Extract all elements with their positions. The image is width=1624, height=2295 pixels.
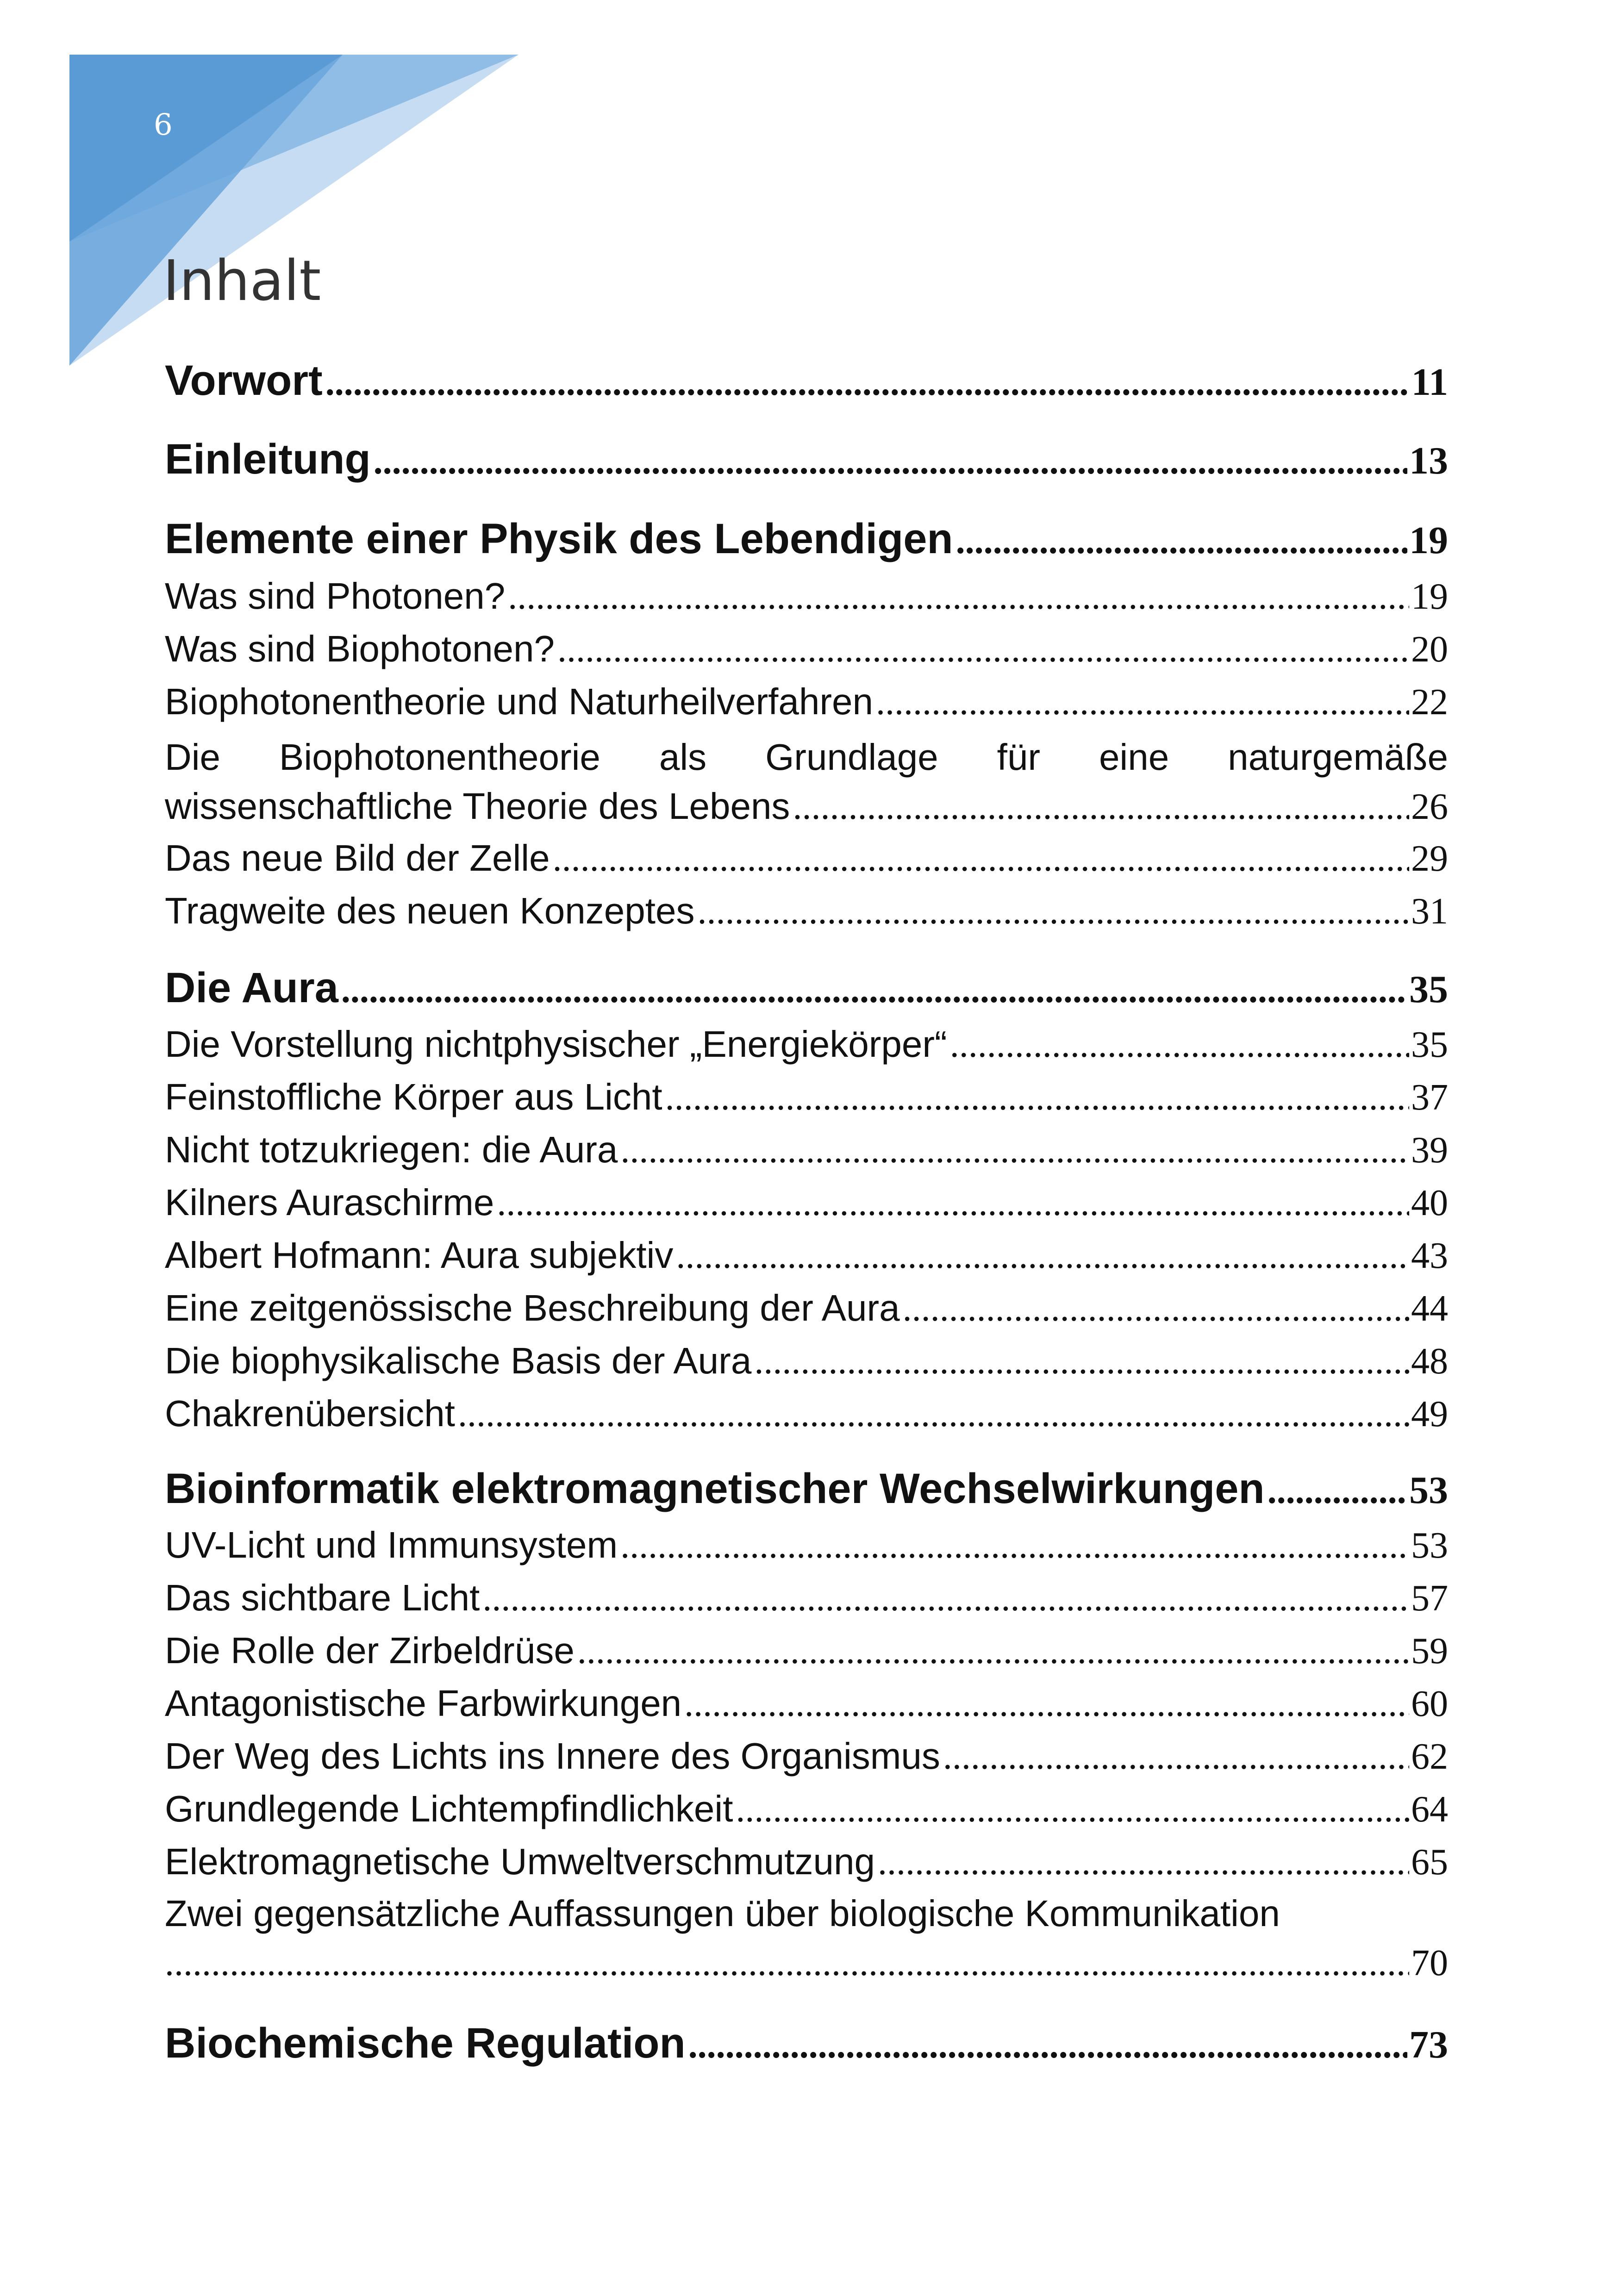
toc-page-number: 19 [1411,576,1448,617]
toc-page-number: 26 [1411,786,1448,827]
toc-title: Inhalt [163,249,321,313]
toc-word: für [997,736,1040,778]
dot-leader [1268,1470,1407,1512]
toc-section[interactable] [165,1735,1448,1781]
dot-leader [508,576,1409,618]
dot-leader [956,520,1407,562]
toc-entry-label: Einleitung [165,436,371,483]
dot-leader [620,1129,1409,1172]
toc-page-number: 22 [1411,682,1448,723]
dot-leader [325,362,1410,404]
dot-leader [688,2025,1407,2067]
toc-section[interactable] [165,1340,1448,1386]
toc-entry-label: Die Rolle der Zirbeldrüse [165,1630,575,1671]
toc-entry-label: Albert Hofmann: Aura subjektiv [165,1235,674,1276]
toc-page-number: 48 [1411,1341,1448,1382]
toc-entry-label: Biochemische Regulation [165,2020,686,2067]
toc-entry-label: wissenschaftliche Theorie des Lebens [165,786,790,827]
dot-leader [878,1841,1409,1883]
dot-leader [341,969,1407,1011]
toc-entry-label: Die biophysikalische Basis der Aura [165,1340,752,1381]
toc-page-number: 53 [1409,1469,1448,1512]
toc-chapter[interactable] [165,356,1448,407]
toc-section[interactable] [165,1129,1448,1175]
toc-section[interactable] [165,1629,1448,1676]
toc-section[interactable] [165,1942,1448,1989]
toc-page-number: 40 [1411,1183,1448,1223]
toc-section[interactable] [165,628,1448,674]
toc-page-number: 60 [1411,1684,1448,1724]
toc-chapter[interactable] [165,435,1448,486]
toc-chapter[interactable] [165,1465,1448,1515]
toc-section-wrapped-line1[interactable] [165,736,1448,779]
dot-leader [165,1942,1409,1984]
dot-leader [665,1077,1409,1119]
toc-page-number: 44 [1411,1288,1448,1329]
toc-section[interactable] [165,575,1448,621]
toc-entry-label: Eine zeitgenössische Beschreibung der Aura [165,1287,900,1328]
toc-section[interactable] [165,1076,1448,1122]
toc-section[interactable] [165,1682,1448,1728]
toc-page-number: 57 [1411,1578,1448,1619]
toc-entry-label: Der Weg des Lichts ins Innere des Organismus [165,1735,940,1777]
page-number: 6 [154,108,173,142]
dot-leader [482,1578,1409,1620]
toc-page-number: 20 [1411,629,1448,670]
toc-word: Biophotonentheorie [279,736,600,778]
toc-entry-label: Feinstoffliche Körper aus Licht [165,1076,662,1117]
dot-leader [754,1341,1409,1383]
toc-page-number: 65 [1411,1842,1448,1883]
toc-section[interactable] [165,890,1448,936]
dot-leader [684,1683,1409,1725]
toc-page-number: 43 [1411,1235,1448,1276]
toc-entry-label: Nicht totzukriegen: die Aura [165,1129,618,1170]
toc-chapter[interactable] [165,515,1448,566]
toc-entry-label: UV-Licht und Immunsystem [165,1524,618,1565]
toc-page-number: 29 [1411,838,1448,879]
toc-page-number: 73 [1409,2023,1448,2066]
toc-entry-label: Vorwort [165,357,323,404]
dot-leader [577,1630,1409,1672]
dot-leader [736,1789,1409,1831]
dot-leader [876,681,1409,723]
dot-leader [374,441,1407,483]
toc-entry-label: Die Vorstellung nichtphysischer „Energiekörper“ [165,1023,947,1065]
toc-page-number: 62 [1411,1736,1448,1777]
toc-page-number: 37 [1411,1077,1448,1118]
toc-section[interactable] [165,1287,1448,1333]
toc-entry-label: Bioinformatik elektromagnetischer Wechselwirkungen [165,1465,1265,1512]
toc-page-number: 49 [1411,1394,1448,1434]
toc-entry-label: Elemente einer Physik des Lebendigen [165,515,953,562]
dot-leader [458,1393,1409,1435]
toc-page-number: 39 [1411,1130,1448,1171]
toc-section[interactable] [165,1392,1448,1439]
dot-leader [553,838,1409,880]
toc-word: als [659,736,707,778]
dot-leader [697,891,1409,933]
toc-entry-label: Das neue Bild der Zelle [165,837,550,879]
toc-section[interactable] [165,1023,1448,1069]
toc-page-number: 70 [1411,1943,1448,1983]
toc-page-number: 31 [1411,891,1448,932]
toc-page-number: 11 [1411,361,1448,404]
toc-section[interactable] [165,680,1448,727]
toc-section[interactable] [165,1788,1448,1834]
toc-entry-label: Antagonistische Farbwirkungen [165,1683,682,1724]
toc-entry-label: Kilners Auraschirme [165,1182,494,1223]
toc-section[interactable] [165,785,1448,831]
toc-section[interactable] [165,1577,1448,1623]
toc-page-number: 19 [1409,519,1448,562]
toc-entry-label: Was sind Biophotonen? [165,628,555,669]
toc-entry-label: Biophotonentheorie und Naturheilverfahren [165,681,873,722]
toc-section[interactable] [165,1181,1448,1228]
toc-entry-label: Das sichtbare Licht [165,1577,480,1618]
toc-section[interactable] [165,1234,1448,1280]
dot-leader [793,786,1409,828]
toc-entry-label: Grundlegende Lichtempfindlichkeit [165,1788,733,1829]
toc-page-number: 13 [1409,439,1448,482]
toc-entry-label: Elektromagnetische Umweltverschmutzung [165,1841,875,1882]
dot-leader [950,1024,1409,1066]
dot-leader [557,629,1409,671]
toc-word: naturgemäße [1228,736,1448,778]
toc-word: eine [1099,736,1169,778]
toc-word: Die [165,736,221,778]
dot-leader [620,1525,1409,1567]
toc-page-number: 53 [1411,1525,1448,1566]
toc-chapter[interactable] [165,964,1448,1015]
toc-section[interactable] [165,1524,1448,1570]
toc-page-number: 35 [1411,1024,1448,1065]
toc-entry-label: Tragweite des neuen Konzeptes [165,890,695,931]
dot-leader [903,1288,1409,1330]
toc-page-number: 35 [1409,968,1448,1011]
toc-entry-label: Was sind Photonen? [165,575,506,617]
toc-section[interactable] [165,1840,1448,1887]
toc-page-number: 64 [1411,1789,1448,1830]
toc-word: Grundlage [765,736,938,778]
toc-page-number: 59 [1411,1631,1448,1671]
toc-section[interactable] [165,837,1448,883]
toc-entry-label: Chakrenübersicht [165,1393,455,1434]
toc-section-wrapped-line1[interactable]: Zwei gegensätzliche Auffassungen über biologische Kommunikation [165,1893,1280,1934]
toc-chapter[interactable] [165,2019,1448,2070]
dot-leader [943,1736,1409,1778]
dot-leader [497,1182,1409,1224]
toc-entry-label: Die Aura [165,964,338,1011]
dot-leader [676,1235,1409,1277]
